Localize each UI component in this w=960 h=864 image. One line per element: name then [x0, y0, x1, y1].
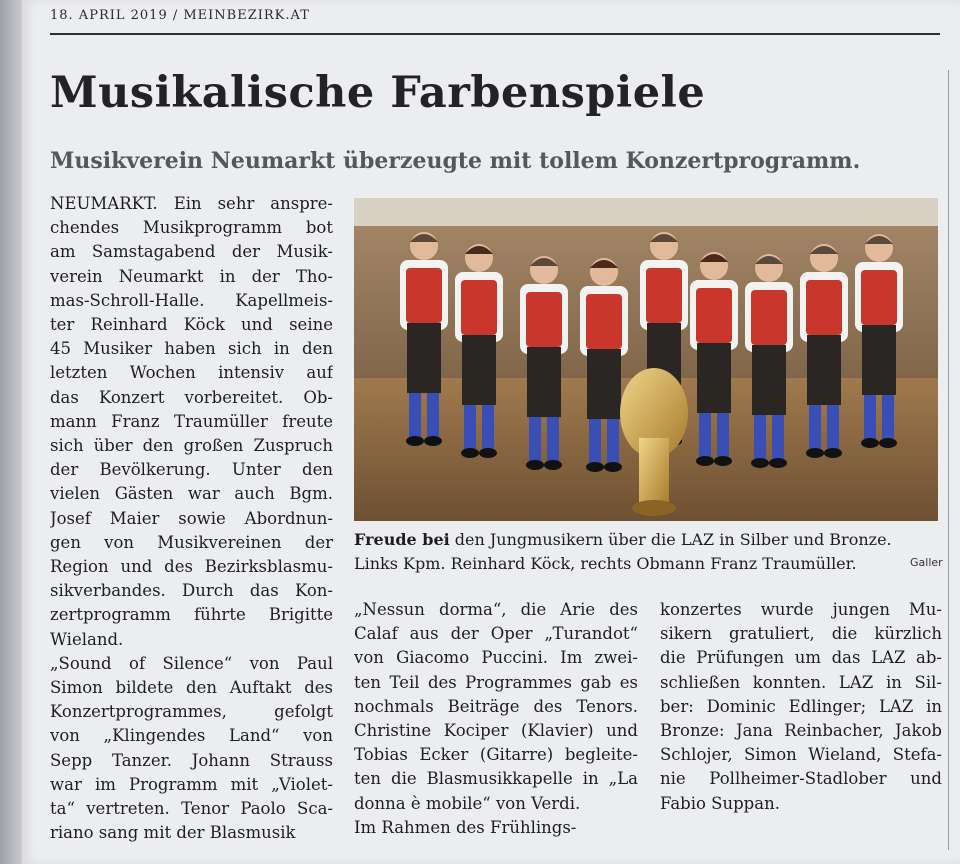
text-line: der Bevölkerung. Unter den	[50, 460, 333, 480]
text-line: von „Klingendes Land“ von	[50, 726, 333, 746]
text-line: sikern gratuliert, die kürzlich	[660, 624, 942, 644]
header-rule	[50, 33, 940, 35]
text-line: Im Rahmen des Frühlings-	[354, 817, 577, 837]
text-line: Schlojer, Simon Wieland, Stefa-	[660, 745, 942, 765]
text-line: Region und des Bezirksblasmu-	[50, 557, 333, 577]
text-line: donna è mobile“ von Verdi.	[354, 793, 581, 813]
text-line: Christine Kociper (Klavier) und	[354, 721, 638, 741]
text-line: ter Reinhard Köck und seine	[50, 315, 333, 335]
text-line: ten Teil des Programmes gab es	[354, 672, 638, 692]
article-column-1	[50, 192, 333, 845]
text-line: am Samstagabend der Musik-	[50, 242, 333, 262]
article-column-2	[354, 598, 638, 840]
caption-line-2: Links Kpm. Reinhard Köck, rechts Obmann Franz Traumüller.	[354, 554, 857, 573]
text-line: Bronze: Jana Reinbacher, Jakob	[660, 721, 942, 741]
column-divider	[948, 70, 949, 850]
text-line: sich über den großen Zuspruch	[50, 436, 333, 456]
text-line: Simon bildete den Auftakt des	[50, 678, 333, 698]
article-subheadline: Musikverein Neumarkt überzeugte mit tollem Konzertprogramm.	[50, 148, 861, 174]
text-line: nie Pollheimer-Stadlober und	[660, 769, 942, 789]
text-line: das Konzert vorbereitet. Ob-	[50, 387, 333, 407]
text-line: Sepp Tanzer. Johann Strauss	[50, 750, 333, 770]
text-line: nochmals Beiträge des Tenors.	[354, 696, 638, 716]
text-line: ta“ vertreten. Tenor Paolo Sca-	[50, 799, 333, 819]
text-line: war im Programm mit „Violet-	[50, 774, 333, 794]
text-line: letzten Wochen intensiv auf	[50, 363, 333, 383]
photo-caption	[354, 528, 944, 576]
caption-line-1: den Jungmusikern über die LAZ in Silber und Bronze.	[449, 530, 892, 549]
dateline: 18. APRIL 2019 / MEINBEZIRK.AT	[50, 8, 310, 23]
text-line: verein Neumarkt in der Tho-	[50, 266, 333, 286]
text-line: gen von Musikvereinen der	[50, 532, 333, 552]
text-line: von Giacomo Puccini. Im zwei-	[354, 648, 638, 668]
group-photo-illustration	[354, 198, 938, 521]
text-line: mas-Schroll-Halle. Kapellmeis-	[50, 290, 333, 310]
text-line: schließen konnten. LAZ in Sil-	[660, 672, 942, 692]
text-line: ten die Blasmusikkapelle in „La	[354, 769, 638, 789]
text-line: Calaf aus der Oper „Turandot“	[354, 624, 638, 644]
text-line: „Nessun dorma“, die Arie des	[354, 600, 638, 619]
text-line: vielen Gästen war auch Bgm.	[50, 484, 333, 504]
text-line: 45 Musiker haben sich in den	[50, 339, 333, 359]
text-line: „Sound of Silence“ von Paul	[50, 653, 333, 673]
text-line: Wieland.	[50, 629, 124, 649]
text-line: Fabio Suppan.	[660, 793, 780, 813]
text-line: Tobias Ecker (Gitarre) begleite-	[354, 745, 638, 765]
text-line: zertprogramm führte Brigitte	[50, 605, 333, 625]
text-line: die Prüfungen um das LAZ ab-	[660, 648, 942, 668]
group-photo	[354, 198, 938, 521]
text-line: Josef Maier sowie Abordnun-	[50, 508, 333, 528]
text-line: mann Franz Traumüller freute	[50, 411, 333, 431]
text-line: chendes Musikprogramm bot	[50, 218, 333, 238]
article-column-3	[660, 598, 942, 816]
text-line: riano sang mit der Blasmusik	[50, 823, 296, 843]
text-line: konzertes wurde jungen Mu-	[660, 600, 942, 619]
article-headline: Musikalische Farbenspiele	[50, 68, 706, 118]
caption-bold-lead: Freude bei	[354, 530, 450, 549]
text-line: NEUMARKT. Ein sehr anspre-	[50, 194, 333, 213]
text-line: Konzertprogrammes, gefolgt	[50, 702, 333, 722]
binding-shadow	[0, 0, 22, 864]
text-line: sikverbandes. Durch das Kon-	[50, 581, 333, 601]
text-line: ber: Dominic Edlinger; LAZ in	[660, 696, 942, 716]
photo-credit: Galler	[910, 556, 943, 569]
